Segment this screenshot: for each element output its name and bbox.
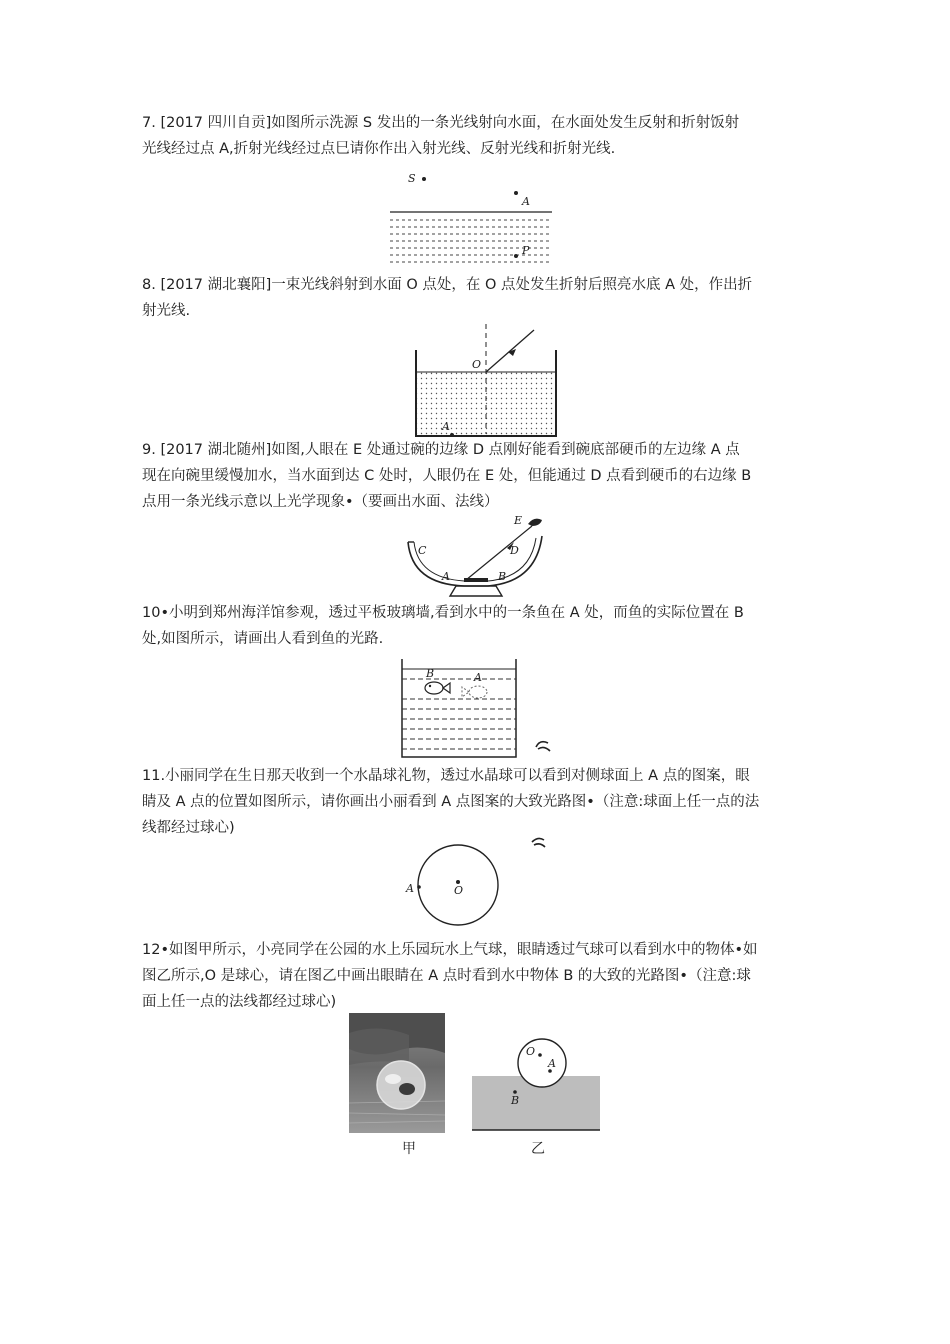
bowl-base (450, 586, 502, 596)
point-a (417, 885, 421, 889)
question-11-line-1: 11.小丽同学在生日那天收到一个水晶球礼物，透过水晶球可以看到对侧球面上 A 点的图案，眼 (142, 768, 750, 784)
label-o: O (472, 358, 482, 371)
figure-11-crystal-ball (398, 832, 558, 932)
question-9-line-2: 现在向碗里缓慢加水，当水面到达 C 处时，人眼仍在 E 处，但能通过 D 点看到硬币的右边缘 B (142, 468, 752, 484)
label-o: O (526, 1045, 536, 1058)
question-7-line-2: 光线经过点 A,折射光线经过点巳请你作出入射光线、反射光线和折射光线. (142, 141, 616, 157)
point-a (514, 191, 518, 195)
label-a: A (406, 882, 414, 895)
figure-12-ball-on-water (468, 1036, 604, 1136)
point-o (538, 1053, 542, 1057)
question-12-line-2: 图乙所示,O 是球心，请在图乙中画出眼睛在 A 点时看到水中物体 B 的大致的光路图•（注意:球 (142, 968, 751, 984)
label-a: A (522, 195, 530, 208)
question-10 (142, 600, 814, 652)
incident-ray (486, 330, 534, 372)
figure-9-bowl (404, 512, 554, 602)
caption-jia: 甲 (402, 1141, 416, 1157)
label-a: A (548, 1057, 556, 1070)
question-9 (142, 437, 814, 515)
label-o: O (454, 884, 464, 897)
label-s: S (408, 172, 416, 185)
water-dash-lines (402, 679, 516, 749)
question-7 (142, 110, 814, 162)
question-10-line-2: 处,如图所示，请画出人看到鱼的光路. (142, 631, 384, 647)
point-s (422, 177, 426, 181)
question-8 (142, 272, 814, 324)
question-10-line-1: 10•小明到郑州海洋馆参观，透过平板玻璃墙,看到水中的一条鱼在 A 处，而鱼的实际位置在 B (142, 605, 744, 621)
question-9-line-3: 点用一条光线示意以上光学现象•（要画出水面、法线） (142, 494, 499, 510)
label-c: C (418, 544, 427, 557)
figure-7-water-surface (388, 168, 554, 268)
point-p (514, 254, 518, 258)
question-12 (142, 937, 814, 1015)
label-b: B (511, 1094, 520, 1107)
label-a: A (442, 570, 450, 583)
label-d: D (510, 544, 519, 557)
question-11-line-3: 线都经过球心) (142, 820, 235, 836)
tank-walls (402, 659, 516, 757)
question-7-line-1: 7. [2017 四川自贡]如图所示洗源 S 发出的一条光线射向水面，在水面处发生反射和折射饭射 (142, 115, 740, 131)
label-b: B (498, 570, 507, 583)
eye-icon (528, 519, 542, 526)
label-p: P (522, 244, 530, 257)
fish-image-icon (462, 686, 487, 698)
question-12-line-1: 12•如图甲所示，小亮同学在公园的水上乐园玩水上气球，眼睛透过气球可以看到水中的物体•如 (142, 942, 758, 958)
caption-yi: 乙 (531, 1141, 545, 1157)
label-a: A (442, 420, 450, 433)
question-12-line-3: 面上任一点的法线都经过球心) (142, 994, 337, 1010)
figure-8-container (410, 322, 570, 440)
figure-10-aquarium (398, 655, 558, 761)
question-8-line-2: 射光线. (142, 303, 191, 319)
label-b: B (426, 667, 435, 680)
question-11-line-2: 睛及 A 点的位置如图所示，请你画出小丽看到 A 点图案的大致光路图•（注意:球面上任一点的法 (142, 794, 760, 810)
question-9-line-1: 9. [2017 湖北随州]如图,人眼在 E 处通过碗的边缘 D 点刚好能看到碗底部硬币的左边缘 A 点 (142, 442, 740, 458)
eye-icon (532, 838, 545, 847)
label-e: E (514, 514, 523, 527)
water-ball (377, 1061, 425, 1109)
eye-icon (536, 742, 550, 751)
fish-real-icon (425, 682, 450, 694)
label-a: A (474, 671, 482, 684)
question-8-line-1: 8. [2017 湖北襄阳]一束光线斜射到水面 O 点处，在 O 点处发生折射后照亮水底 A 处，作出折 (142, 277, 753, 293)
photo-water-ball (349, 1013, 445, 1133)
question-11 (142, 763, 814, 841)
